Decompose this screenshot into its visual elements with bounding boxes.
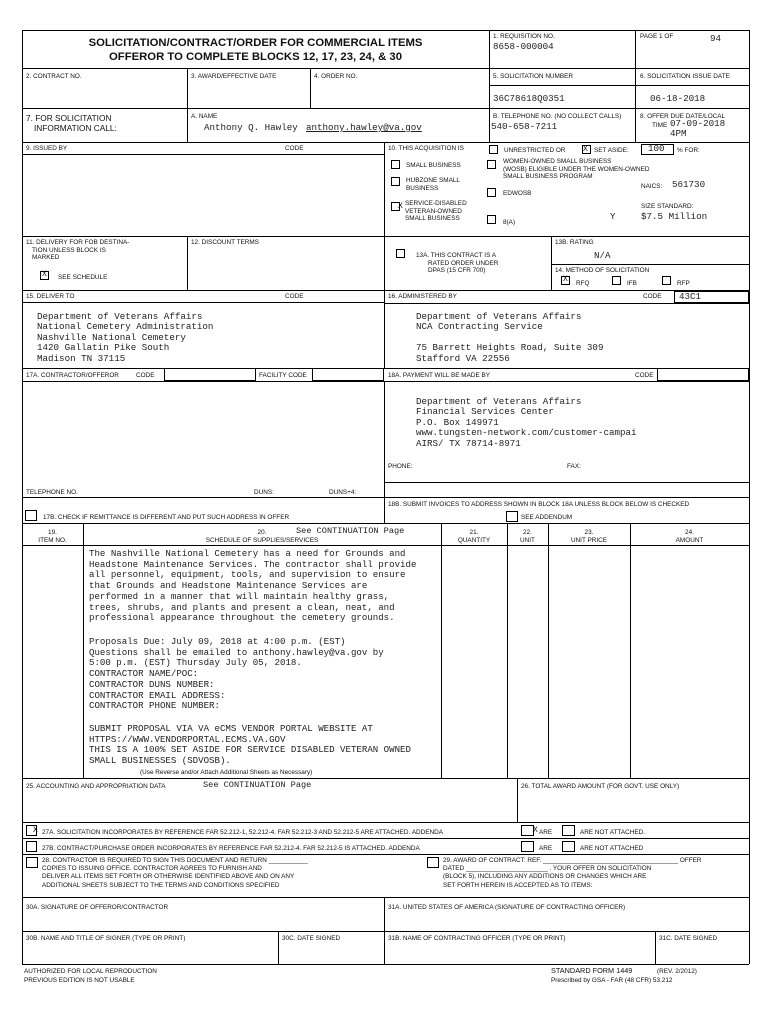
payment-line: AIRS/ TX 78714-8971 xyxy=(416,437,521,449)
requisition-number: 8658-000004 xyxy=(493,41,554,52)
description-line: that Grounds and Headstone Maintenance Services are xyxy=(89,580,368,592)
right-border xyxy=(749,30,750,964)
rating-label: 13B. RATING xyxy=(555,239,594,246)
order-no-label: 4. ORDER NO. xyxy=(314,73,358,80)
27b-are-label: ARE xyxy=(539,845,553,852)
deliver-to-line: National Cemetery Administration xyxy=(37,321,214,333)
deliver-to-line: 1420 Gallatin Pike South xyxy=(37,342,170,354)
description-paragraph-2 xyxy=(89,637,384,712)
description-line: CONTRACTOR NAME/POC: xyxy=(89,668,199,680)
deliver-to-line: Madison TN 37115 xyxy=(37,352,126,364)
payment-code-box xyxy=(657,368,749,381)
hubzone-label: HUBZONE SMALL BUSINESS xyxy=(406,177,460,192)
unrestricted-label: UNRESTRICTED OR xyxy=(504,147,566,154)
small-business-label: SMALL BUSINESS xyxy=(406,162,461,169)
description-line: Proposals Due: July 09, 2018 at 4:00 p.m. (EST) xyxy=(89,636,346,647)
8a-label: 8(A) xyxy=(503,219,516,226)
administered-by-line: Stafford VA 22556 xyxy=(416,352,510,364)
accounting-label: 25. ACCOUNTING AND APPROPRIATION DATA xyxy=(26,783,166,790)
administered-by-code-label: CODE xyxy=(643,293,662,300)
administered-by-line: NCA Contracting Service xyxy=(416,321,543,333)
contract-no-label: 2. CONTRACT NO. xyxy=(26,73,82,80)
facility-code-box[interactable] xyxy=(312,368,384,381)
payment-line: P.O. Box 149971 xyxy=(416,416,499,428)
wosb-checkbox[interactable] xyxy=(487,160,496,169)
acquisition-label: 10. THIS ACQUISITION IS xyxy=(388,145,464,152)
payment-label: 18A. PAYMENT WILL BE MADE BY xyxy=(388,372,491,379)
amount-header: 24. AMOUNT xyxy=(675,529,704,544)
27a-are-mark: X xyxy=(533,826,538,835)
for-label: % FOR: xyxy=(677,147,700,154)
wosb-label: WOMEN-OWNED SMALL BUSINESS (WOSB) ELIGIBLE UNDER THE WOMEN-OWNED SMALL BUSINESS PROGRAM xyxy=(503,158,650,180)
schedule-continuation: See CONTINUATION Page xyxy=(296,526,405,536)
set-aside-percent: 100 xyxy=(648,143,665,154)
award-date-label: 3. AWARD/EFFECTIVE DATE xyxy=(191,73,277,80)
28-text: 28. CONTRACTOR IS REQUIRED TO SIGN THIS DOCUMENT AND RETURN ___________ COPIES TO ISSUING OFFICE. CONTRACTOR AGREES TO FURNISH AND DELIVER ALL ITEMS SET FORTH OR OTHERWISE IDENTIFIED ABOVE AND ON ANY ADDITIONAL SHEETS SUBJECT TO THE TERMS AND CONDITIONS SPECIFIED xyxy=(42,857,308,889)
description-line: CONTRACTOR EMAIL ADDRESS: xyxy=(89,689,226,701)
small-business-checkbox[interactable] xyxy=(391,160,400,169)
27a-are-not-checkbox[interactable] xyxy=(562,825,575,836)
page-count: 94 xyxy=(710,33,722,44)
administered-by-code: 43C1 xyxy=(679,291,702,302)
signer-name-label: 30B. NAME AND TITLE OF SIGNER (TYPE OR PRINT) xyxy=(26,935,186,942)
signature-offeror-label: 30A. SIGNATURE OF OFFEROR/CONTRACTOR xyxy=(26,904,169,911)
signature-officer-label: 31A. UNITED STATES OF AMERICA (SIGNATURE OF CONTRACTING OFFICER) xyxy=(388,904,626,911)
standard-form: STANDARD FORM 1449 xyxy=(551,966,633,975)
ifb-label: IFB xyxy=(627,280,637,287)
set-aside-mark: X xyxy=(583,145,588,154)
size-standard: $7.5 Million xyxy=(641,211,708,222)
27a-mark: X xyxy=(33,826,38,835)
description-line: SMALL BUSINESSES (SDVOSB). xyxy=(89,755,231,767)
27b-are-not-label: ARE NOT ATTACHED xyxy=(580,845,644,852)
sdvosb-label: SERVICE-DISABLED VETERAN-OWNED SMALL BUSINESS xyxy=(405,200,467,222)
unit-header: 22. UNIT xyxy=(520,529,535,544)
see-addendum-label: SEE ADDENDUM xyxy=(521,514,573,521)
set-aside-label: SET ASIDE: xyxy=(594,147,629,154)
edwosb-label: EDWOSB xyxy=(503,190,532,197)
ifb-checkbox[interactable] xyxy=(612,276,621,285)
item-no-header: 19. ITEM NO. xyxy=(38,529,67,544)
submit-invoices-label: 18B. SUBMIT INVOICES TO ADDRESS SHOWN IN BLOCK 18A UNLESS BLOCK BELOW IS CHECKED xyxy=(388,501,690,508)
description-paragraph-3 xyxy=(89,724,411,767)
8a-checkbox[interactable] xyxy=(487,215,496,224)
rating-value: N/A xyxy=(594,250,611,261)
payment-phone-label: PHONE: xyxy=(388,463,413,470)
phone-label: B. TELEPHONE NO. (NO COLLECT CALLS) xyxy=(493,113,622,120)
28-checkbox[interactable] xyxy=(26,857,38,868)
offer-due-label: 8. OFFER DUE DATE/LOCAL xyxy=(640,113,726,120)
contractor-label: 17A. CONTRACTOR/OFFEROR xyxy=(26,372,119,379)
quantity-header: 21. QUANTITY xyxy=(457,529,491,544)
issue-date-label: 6. SOLICITATION ISSUE DATE xyxy=(640,73,730,80)
description-line: CONTRACTOR DUNS NUMBER: xyxy=(89,678,215,690)
description-line: 5:00 p.m. (EST) Thursday July 05, 2018. xyxy=(89,657,302,669)
remittance-label: 17B. CHECK IF REMITTANCE IS DIFFERENT AND PUT SUCH ADDRESS IN OFFER xyxy=(43,514,290,521)
telephone-label: TELEPHONE NO. xyxy=(26,489,78,496)
description-line: The Nashville National Cemetery has a need for Grounds and xyxy=(89,548,406,559)
description-line: professional appearance throughout the cemetery grounds. xyxy=(89,612,395,624)
27a-are-not-label: ARE NOT ATTACHED. xyxy=(580,829,645,836)
rfp-label: RFP xyxy=(677,280,690,287)
issue-date: 06-18-2018 xyxy=(650,93,706,104)
rfp-checkbox[interactable] xyxy=(662,276,671,285)
contractor-code-box[interactable] xyxy=(164,368,256,381)
deliver-to-line: Nashville National Cemetery xyxy=(37,331,186,343)
contact-name: Anthony Q. Hawley xyxy=(204,122,298,133)
payment-line: Department of Veterans Affairs xyxy=(416,396,582,407)
payment-code-label: CODE xyxy=(635,372,654,379)
description-paragraph-1 xyxy=(89,549,416,624)
date-signed-label: 30C. DATE SIGNED xyxy=(282,935,341,942)
deliver-to-line: Department of Veterans Affairs xyxy=(37,311,203,322)
27a-are-label: ARE xyxy=(539,829,553,836)
remittance-checkbox[interactable] xyxy=(25,510,37,521)
see-addendum-checkbox[interactable] xyxy=(506,511,518,522)
delivery-fob-label: 11. DELIVERY FOR FOB DESTINA- TION UNLESS BLOCK IS MARKED xyxy=(26,239,130,261)
sdvosb-mark: X xyxy=(398,202,403,211)
schedule-header: 20. SCHEDULE OF SUPPLIES/SERVICES xyxy=(205,529,319,544)
total-award-label: 26. TOTAL AWARD AMOUNT (FOR GOVT. USE ONLY) xyxy=(521,783,680,790)
27b-are-not-checkbox[interactable] xyxy=(562,841,575,852)
unit-price-header: 23. UNIT PRICE xyxy=(570,529,608,544)
hubzone-checkbox[interactable] xyxy=(391,177,400,186)
page-label: PAGE 1 OF xyxy=(640,33,674,40)
name-label: A. NAME xyxy=(191,113,218,120)
payment-address xyxy=(416,397,637,449)
29-text: 29. AWARD OF CONTRACT: REF. ______________________________________ OFFER DATED _______________________ . YOUR OFFER ON SOLICITATION (BLOCK 5), INCLUDING ANY ADDITIONS OR CHANGES WHICH ARE SET FORTH HEREIN IS ACCEPTED AS TO ITEMS: xyxy=(443,857,702,889)
duns4-label: DUNS+4: xyxy=(329,489,357,496)
previous-edition: PREVIOUS EDITION IS NOT USABLE xyxy=(24,977,135,984)
administered-by-label: 16. ADMINISTERED BY xyxy=(388,293,457,300)
payment-line: www.tungsten-network.com/customer-campai xyxy=(416,427,637,439)
27b-label: 27B. CONTRACT/PURCHASE ORDER INCORPORATES BY REFERENCE FAR 52.212-4. FAR 52.212-5 IS ATTACHED. ADDENDA xyxy=(42,845,420,852)
prescribed-by: Prescribed by GSA - FAR (48 CFR) 53.212 xyxy=(551,977,673,984)
contractor-code-label: CODE xyxy=(136,372,155,379)
form-title-line2: OFFEROR TO COMPLETE BLOCKS 12, 17, 23, 24, & 30 xyxy=(109,51,402,63)
description-line: Questions shall be emailed to anthony.hawley@va.gov by xyxy=(89,646,384,658)
administered-by-address xyxy=(416,312,603,364)
naics-label: NAICS: xyxy=(641,183,663,190)
rated-order-label: 13A. THIS CONTRACT IS A RATED ORDER UNDER DPAS (15 CFR 700) xyxy=(416,252,499,274)
solicitation-number: 36C78618Q0351 xyxy=(493,93,565,104)
27b-are-checkbox[interactable] xyxy=(521,841,534,852)
requisition-label: 1. REQUISITION NO. xyxy=(493,33,555,40)
contact-phone: 540-658-7211 xyxy=(491,121,558,132)
rfq-label: RFQ xyxy=(576,280,590,287)
description-line: trees, shrubs, and plants and present a clean, neat, and xyxy=(89,601,395,613)
accounting-value: See CONTINUATION Page xyxy=(203,780,312,790)
form-revision: (REV. 2/2012) xyxy=(657,968,697,975)
offer-due-time-label: TIME xyxy=(652,122,668,129)
facility-code-label: FACILITY CODE xyxy=(259,372,307,379)
description-line: performed in a manner that will maintain healthy grass, xyxy=(89,590,390,602)
27a-label: 27A. SOLICITATION INCORPORATES BY REFERENCE FAR 52.212-1, 52.212-4. FAR 52.212-3 AND 52.212-5 ARE ATTACHED. ADDENDA xyxy=(42,829,443,836)
duns-label: DUNS: xyxy=(254,489,274,496)
top-border xyxy=(22,30,749,31)
offer-due-time: 4PM xyxy=(670,128,687,139)
issued-by-label: 9. ISSUED BY xyxy=(26,145,68,152)
offer-due-date: 07-09-2018 xyxy=(670,118,726,129)
description-line: SUBMIT PROPOSAL VIA VA eCMS VENDOR PORTAL WEBSITE AT xyxy=(89,723,373,734)
description-line: THIS IS A 100% SET ASIDE FOR SERVICE DISABLED VETERAN OWNED xyxy=(89,744,411,756)
officer-name-label: 31B. NAME OF CONTRACTING OFFICER (TYPE OR PRINT) xyxy=(388,935,566,942)
29-checkbox[interactable] xyxy=(427,857,439,868)
officer-date-signed-label: 31C. DATE SIGNED xyxy=(659,935,718,942)
deliver-to-address xyxy=(37,312,213,364)
authorized-reproduction: AUTHORIZED FOR LOCAL REPRODUCTION xyxy=(24,968,157,975)
deliver-to-label: 15. DELIVER TO xyxy=(26,293,75,300)
administered-by-line: Department of Veterans Affairs xyxy=(416,311,582,322)
description-line: HTTPS://WWW.VENDORPORTAL.ECMS.VA.GOV xyxy=(89,733,286,745)
method-label: 14. METHOD OF SOLICITATION xyxy=(555,267,650,274)
solicitation-number-label: 5. SOLICITATION NUMBER xyxy=(493,73,574,80)
rfq-mark: X xyxy=(563,275,568,284)
y-mark: Y xyxy=(610,211,616,222)
description-line: Headstone Maintenance Services. The contractor shall provide xyxy=(89,558,417,570)
discount-terms-label: 12. DISCOUNT TERMS xyxy=(191,239,259,246)
payment-line: Financial Services Center xyxy=(416,406,554,418)
27b-checkbox[interactable] xyxy=(26,841,37,852)
see-schedule-label: SEE SCHEDULE xyxy=(58,274,108,281)
issued-by-code-label: CODE xyxy=(285,145,304,152)
deliver-to-code-label: CODE xyxy=(285,293,304,300)
description-line: all personnel, equipment, tools, and supervision to ensure xyxy=(89,569,406,581)
rated-order-checkbox[interactable] xyxy=(396,249,405,258)
naics-code: 561730 xyxy=(672,179,706,190)
description-line: CONTRACTOR PHONE NUMBER: xyxy=(89,700,220,712)
form-title-line1: SOLICITATION/CONTRACT/ORDER FOR COMMERCIAL ITEMS xyxy=(88,37,423,49)
unrestricted-checkbox[interactable] xyxy=(489,145,498,154)
continuation-note: (Use Reverse and/or Attach Additional Sheets as Necessary) xyxy=(140,769,313,776)
edwosb-checkbox[interactable] xyxy=(487,188,496,197)
solicitation-info-label: 7. FOR SOLICITATION INFORMATION CALL: xyxy=(26,113,117,133)
administered-by-line: 75 Barrett Heights Road, Suite 309 xyxy=(416,342,604,354)
size-standard-label: SIZE STANDARD: xyxy=(641,203,694,210)
see-schedule-mark: X xyxy=(42,270,47,279)
payment-fax-label: FAX: xyxy=(567,463,581,470)
contact-email[interactable]: anthony.hawley@va.gov xyxy=(306,122,422,133)
